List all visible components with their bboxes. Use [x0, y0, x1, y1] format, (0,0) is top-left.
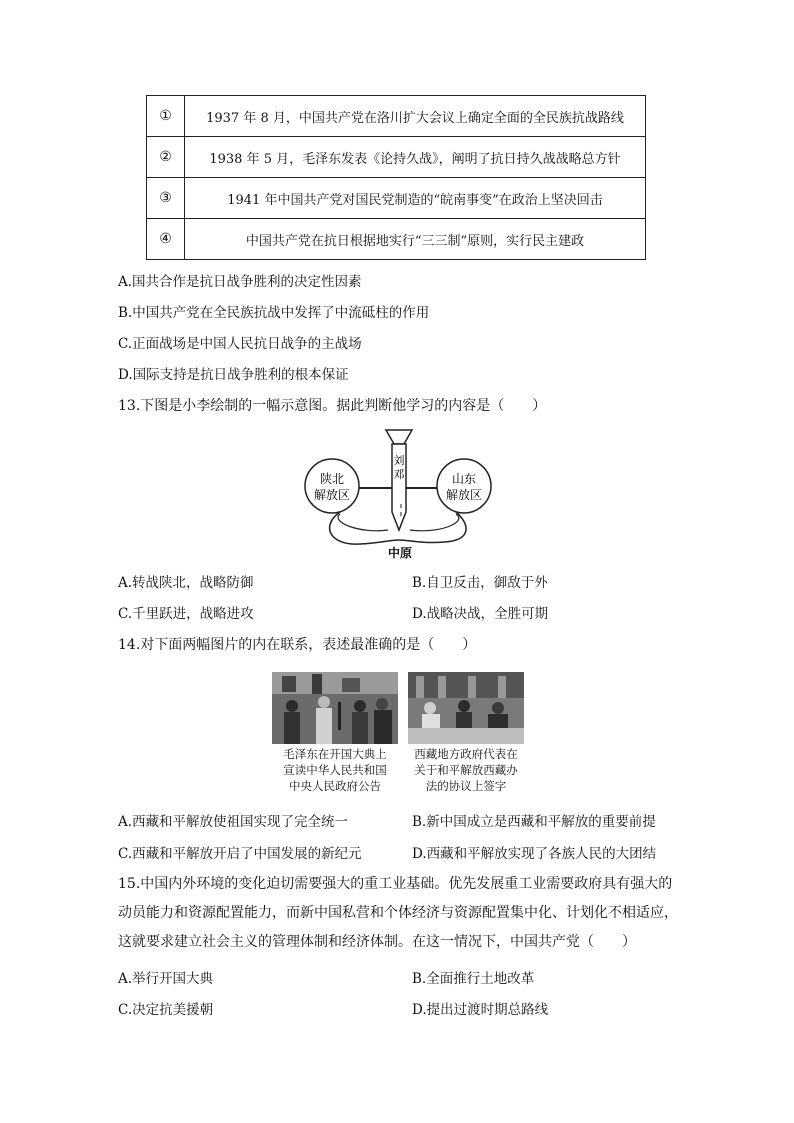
caption-right-line1: 西藏地方政府代表在 [414, 747, 518, 761]
row-text: 1941 年中国共产党对国民党制造的“皖南事变”在政治上坚决回击 [185, 178, 646, 219]
table-row [147, 178, 646, 219]
q14-photos [272, 672, 524, 793]
row-text: 中国共产党在抗日根据地实行“三三制”原则，实行民主建政 [185, 219, 646, 260]
right-arrow [410, 514, 459, 531]
q12-option-c[interactable]: C.正面战场是中国人民抗日战争的主战场 [118, 336, 362, 352]
q13-stem: 13.下图是小李绘制的一幅示意图。据此判断他学习的内容是（ ） [118, 398, 547, 414]
table-row [147, 96, 646, 137]
left-circle-line2: 解放区 [313, 488, 351, 502]
q15-option-d[interactable]: D.提出过渡时期总路线 [412, 1002, 549, 1018]
q13-option-d[interactable]: D.战略决战，全胜可期 [412, 606, 549, 622]
caption-left-line1: 毛泽东在开国大典上 [283, 747, 387, 761]
left-circle [305, 459, 359, 513]
row-number: ② [147, 137, 185, 178]
left-arrow [338, 514, 388, 531]
row-text: 1938 年 5 月，毛泽东发表《论持久战》，阐明了抗日持久战战略总方针 [185, 137, 646, 178]
row-number: ③ [147, 178, 185, 219]
q12-option-b[interactable]: B.中国共产党在全民族抗战中发挥了中流砥柱的作用 [118, 305, 430, 321]
q14-option-c[interactable]: C.西藏和平解放开启了中国发展的新纪元 [118, 846, 362, 862]
q15-stem: 15.中国内外环境的变化迫切需要强大的重工业基础。优先发展重工业需要政府具有强大的动员能力和资源配置能力，而新中国私营和个体经济与资源配置集中化、计划化不相适应，这就要求建立社会主义的管理体制和经济体制。在这一情况下，中国共产党（ ） [118, 876, 678, 950]
q12-option-a[interactable]: A.国共合作是抗日战争胜利的决定性因素 [118, 274, 362, 290]
caption-right-line2: 关于和平解放西藏办 [414, 763, 518, 777]
caption-right-line3: 法的协议上签字 [425, 779, 507, 793]
row-number: ① [147, 96, 185, 137]
caption-left-line2: 宣读中华人民共和国 [283, 763, 387, 777]
photo-tibet-agreement [408, 672, 534, 744]
bottom-label: 中原 [387, 546, 413, 560]
dagger-label-1: 刘 [393, 454, 405, 467]
caption-left-line3: 中央人民政府公告 [289, 779, 381, 793]
q15-option-a[interactable]: A.举行开国大典 [118, 971, 214, 987]
right-circle [437, 459, 491, 513]
right-circle-line1: 山东 [451, 472, 477, 486]
q13-option-b[interactable]: B.自卫反击，御敌于外 [412, 575, 548, 591]
left-circle-line1: 陕北 [319, 472, 345, 486]
table-row [147, 219, 646, 260]
row-number: ④ [147, 219, 185, 260]
dagger-handle [386, 430, 412, 444]
q14-option-b[interactable]: B.新中国成立是西藏和平解放的重要前提 [412, 814, 656, 830]
caption-right [403, 746, 529, 794]
caption-left [272, 746, 398, 794]
q14-stem: 14.对下面两幅图片的内在联系，表述最准确的是（ ） [118, 637, 477, 653]
q12-table [146, 95, 646, 260]
q12-option-d[interactable]: D.国际支持是抗日战争胜利的根本保证 [118, 367, 349, 383]
q13-option-c[interactable]: C.千里跃进，战略进攻 [118, 606, 254, 622]
q14-option-a[interactable]: A.西藏和平解放使祖国实现了完全统一 [118, 814, 349, 830]
table-row [147, 137, 646, 178]
q15-option-c[interactable]: C.决定抗美援朝 [118, 1002, 214, 1018]
photo-founding-ceremony [272, 672, 398, 744]
q13-option-a[interactable]: A.转战陕北，战略防御 [118, 575, 254, 591]
q13-diagram [300, 426, 500, 562]
right-circle-line2: 解放区 [445, 488, 483, 502]
dagger-label-2: 邓 [393, 468, 405, 481]
row-text: 1937 年 8 月，中国共产党在洛川扩大会议上确定全面的全民族抗战路线 [185, 96, 646, 137]
q14-option-d[interactable]: D.西藏和平解放实现了各族人民的大团结 [412, 846, 657, 862]
q15-option-b[interactable]: B.全面推行土地改革 [412, 971, 535, 987]
